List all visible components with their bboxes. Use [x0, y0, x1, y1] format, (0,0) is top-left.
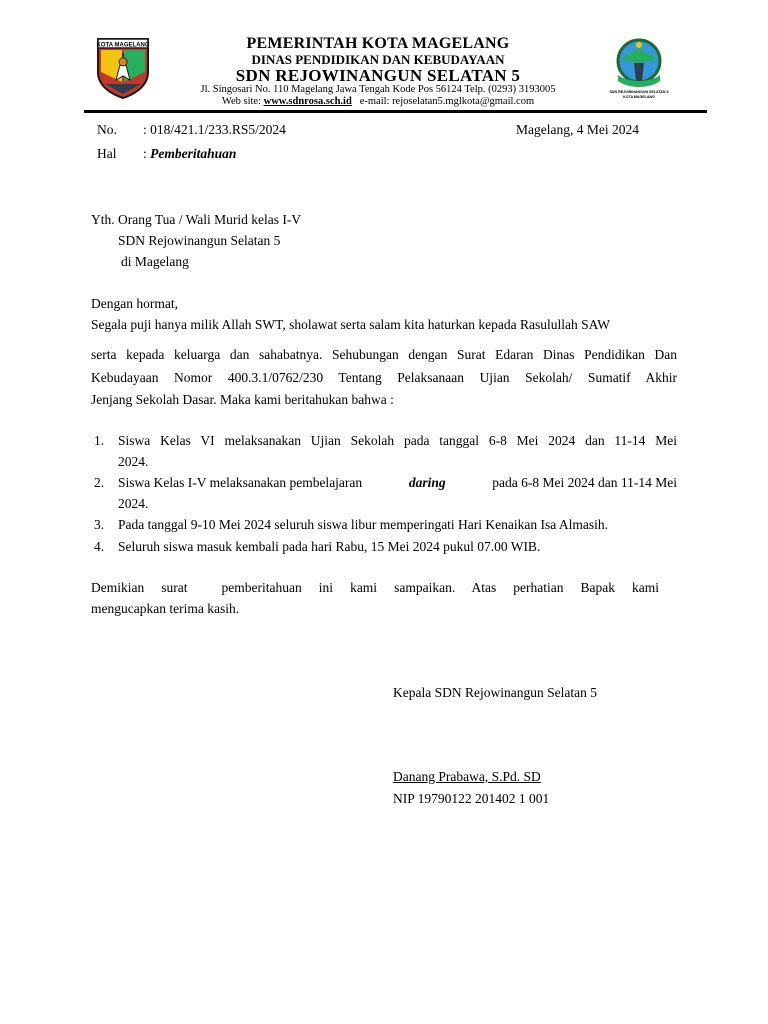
greeting: Dengan hormat,: [91, 296, 178, 311]
letter-number-value: : 018/421.1/233.RS5/2024: [143, 122, 286, 137]
list-item-1-line-1: Siswa Kelas VI melaksanakan Ujian Sekolah pada tanggal 6-8 Mei 2024 dan 11-14 Mei: [118, 433, 677, 448]
letterhead-line-government: PEMERINTAH KOTA MAGELANG: [246, 35, 510, 52]
signature-title: Kepala SDN Rejowinangun Selatan 5: [393, 685, 597, 700]
recipient-line-1: Yth. Orang Tua / Wali Murid kelas I-V: [91, 212, 302, 227]
recipient-line-2: SDN Rejowinangun Selatan 5: [118, 233, 281, 248]
svg-text:KOTA MAGELANG: KOTA MAGELANG: [623, 95, 655, 99]
list-item-number: 3.: [94, 517, 105, 532]
paragraph-2-line-2: Kebudayaan Nomor 400.3.1/0762/230 Tentang Pelaksanaan Ujian Sekolah/ Sumatif Akhir: [91, 370, 677, 385]
subject: [143, 146, 236, 162]
letterhead-line-department: DINAS PENDIDIKAN DAN KEBUDAYAAN: [251, 52, 505, 67]
closing-line-2: mengucapkan terima kasih.: [91, 601, 240, 616]
subject-value: Pemberitahuan: [150, 146, 237, 161]
recipient-line-3: di Magelang: [121, 254, 189, 269]
letter-number-label: No.: [97, 122, 117, 137]
list-item-number: 1.: [94, 433, 105, 448]
paragraph-2-line-1: serta kepada keluarga dan sahabatnya. Sehubungan dengan Surat Edaran Dinas Pendidikan Dan: [91, 347, 677, 362]
subject-label: Hal: [97, 146, 117, 161]
list-item-4: Seluruh siswa masuk kembali pada hari Rabu, 15 Mei 2024 pukul 07.00 WIB.: [118, 539, 541, 554]
list-item-2-text-pre: Siswa Kelas I-V melaksanakan pembelajaran: [118, 475, 363, 490]
svg-text:SDN REJOWINANGUN SELATAN 5: SDN REJOWINANGUN SELATAN 5: [609, 90, 669, 94]
paragraph-1-line-1: Segala puji hanya milik Allah SWT, sholawat serta salam kita haturkan kepada Rasulullah SAW: [91, 317, 611, 332]
website-label: Web site:: [221, 96, 264, 107]
list-item-2-line-2: 2024.: [118, 496, 149, 511]
list-item-number: 4.: [94, 539, 105, 554]
letterhead-line-school: SDN REJOWINANGUN SELATAN 5: [235, 66, 521, 85]
website-link[interactable]: www.sdnrosa.sch.id: [263, 96, 352, 107]
signatory-nip: NIP 19790122 201402 1 001: [393, 791, 550, 806]
list-item-1-line-2: 2024.: [118, 454, 149, 469]
email-text: e-mail: rejoselatan5.mglkota@gmail.com: [351, 96, 535, 107]
list-item-2-line-1: [118, 475, 677, 491]
letter-date: Magelang, 4 Mei 2024: [516, 122, 639, 137]
paragraph-2-line-3: Jenjang Sekolah Dasar. Maka kami beritahukan bahwa :: [91, 392, 394, 407]
list-item-2-text-post: pada 6-8 Mei 2024 dan 11-14 Mei: [492, 475, 677, 490]
letterhead-address: Jl. Singosari No. 110 Magelang Jawa Tengah Kode Pos 56124 Telp. (0293) 3193005: [200, 84, 556, 95]
letterhead-divider: [84, 110, 707, 113]
magelang-city-emblem-icon: [95, 36, 151, 100]
closing-line-1: Demikian surat pemberitahuan ini kami sampaikan. Atas perhatian Bapak kami: [91, 580, 659, 595]
list-item-number: 2.: [94, 475, 105, 490]
letterhead-contact: [160, 96, 596, 107]
school-logo-icon: [604, 37, 674, 101]
svg-text:KOTA MAGELANG: KOTA MAGELANG: [96, 42, 150, 49]
list-item-3: Pada tanggal 9-10 Mei 2024 seluruh siswa libur memperingati Hari Kenaikan Isa Almasih.: [118, 517, 609, 532]
list-item-2-emphasis: daring: [408, 475, 446, 490]
signatory-name: Danang Prabawa, S.Pd. SD: [393, 769, 541, 784]
subject-colon: :: [143, 146, 151, 161]
